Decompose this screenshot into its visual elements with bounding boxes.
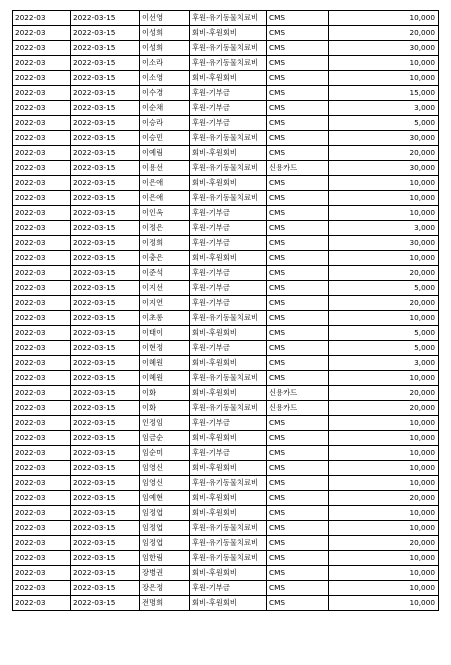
month-cell: 2022-03	[13, 491, 71, 506]
name-cell: 이승민	[140, 131, 190, 146]
date-cell: 2022-03-15	[71, 296, 140, 311]
table-row	[13, 506, 439, 521]
month-cell: 2022-03	[13, 401, 71, 416]
payment-method-cell: CMS	[267, 341, 329, 356]
month-cell: 2022-03	[13, 206, 71, 221]
payment-method-cell: CMS	[267, 296, 329, 311]
type-cell: 후원-유기동물치료비	[190, 521, 267, 536]
date-cell: 2022-03-15	[71, 341, 140, 356]
name-cell: 이용선	[140, 161, 190, 176]
payment-method-cell: 신용카드	[267, 161, 329, 176]
type-cell: 후원-유기동물치료비	[190, 56, 267, 71]
type-cell: 회비-후원회비	[190, 326, 267, 341]
date-cell: 2022-03-15	[71, 596, 140, 611]
type-cell: 후원-유기동물치료비	[190, 311, 267, 326]
date-cell: 2022-03-15	[71, 386, 140, 401]
type-cell: 회비-후원회비	[190, 506, 267, 521]
month-cell: 2022-03	[13, 281, 71, 296]
name-cell: 이지연	[140, 296, 190, 311]
date-cell: 2022-03-15	[71, 11, 140, 26]
payment-method-cell: CMS	[267, 56, 329, 71]
table-row	[13, 386, 439, 401]
date-cell: 2022-03-15	[71, 401, 140, 416]
date-cell: 2022-03-15	[71, 161, 140, 176]
date-cell: 2022-03-15	[71, 176, 140, 191]
name-cell: 이순채	[140, 101, 190, 116]
name-cell: 임정엽	[140, 521, 190, 536]
table-row	[13, 356, 439, 371]
month-cell: 2022-03	[13, 431, 71, 446]
payment-method-cell: CMS	[267, 461, 329, 476]
date-cell: 2022-03-15	[71, 521, 140, 536]
type-cell: 후원-유기동물치료비	[190, 551, 267, 566]
name-cell: 이선영	[140, 11, 190, 26]
amount-cell: 10,000	[329, 371, 439, 386]
date-cell: 2022-03-15	[71, 476, 140, 491]
payment-method-cell: CMS	[267, 41, 329, 56]
table-row	[13, 236, 439, 251]
payment-method-cell: CMS	[267, 311, 329, 326]
ledger-body	[13, 11, 439, 611]
payment-method-cell: CMS	[267, 191, 329, 206]
name-cell: 장은정	[140, 581, 190, 596]
month-cell: 2022-03	[13, 536, 71, 551]
date-cell: 2022-03-15	[71, 491, 140, 506]
month-cell: 2022-03	[13, 191, 71, 206]
amount-cell: 30,000	[329, 236, 439, 251]
payment-method-cell: CMS	[267, 86, 329, 101]
amount-cell: 10,000	[329, 551, 439, 566]
date-cell: 2022-03-15	[71, 71, 140, 86]
table-row	[13, 41, 439, 56]
date-cell: 2022-03-15	[71, 131, 140, 146]
date-cell: 2022-03-15	[71, 86, 140, 101]
name-cell: 임정엽	[140, 506, 190, 521]
date-cell: 2022-03-15	[71, 206, 140, 221]
amount-cell: 20,000	[329, 26, 439, 41]
type-cell: 후원-기부금	[190, 266, 267, 281]
name-cell: 이성희	[140, 26, 190, 41]
amount-cell: 30,000	[329, 41, 439, 56]
type-cell: 회비-후원회비	[190, 566, 267, 581]
type-cell: 후원-기부금	[190, 281, 267, 296]
type-cell: 회비-후원회비	[190, 146, 267, 161]
name-cell: 이예림	[140, 146, 190, 161]
name-cell: 임한림	[140, 551, 190, 566]
date-cell: 2022-03-15	[71, 26, 140, 41]
amount-cell: 10,000	[329, 311, 439, 326]
payment-method-cell: CMS	[267, 26, 329, 41]
month-cell: 2022-03	[13, 476, 71, 491]
type-cell: 회비-후원회비	[190, 386, 267, 401]
type-cell: 회비-후원회비	[190, 26, 267, 41]
month-cell: 2022-03	[13, 416, 71, 431]
table-row	[13, 86, 439, 101]
type-cell: 후원-기부금	[190, 416, 267, 431]
type-cell: 후원-기부금	[190, 116, 267, 131]
name-cell: 이승라	[140, 116, 190, 131]
amount-cell: 30,000	[329, 161, 439, 176]
name-cell: 이현정	[140, 341, 190, 356]
name-cell: 이혜원	[140, 371, 190, 386]
amount-cell: 5,000	[329, 341, 439, 356]
table-row	[13, 476, 439, 491]
table-row	[13, 26, 439, 41]
type-cell: 후원-기부금	[190, 581, 267, 596]
name-cell: 임영신	[140, 461, 190, 476]
type-cell: 회비-후원회비	[190, 461, 267, 476]
table-row	[13, 56, 439, 71]
table-row	[13, 326, 439, 341]
month-cell: 2022-03	[13, 446, 71, 461]
table-row	[13, 296, 439, 311]
name-cell: 임예현	[140, 491, 190, 506]
month-cell: 2022-03	[13, 386, 71, 401]
type-cell: 후원-유기동물치료비	[190, 401, 267, 416]
month-cell: 2022-03	[13, 581, 71, 596]
payment-method-cell: CMS	[267, 476, 329, 491]
table-row	[13, 221, 439, 236]
month-cell: 2022-03	[13, 311, 71, 326]
amount-cell: 5,000	[329, 116, 439, 131]
name-cell: 이수경	[140, 86, 190, 101]
type-cell: 후원-기부금	[190, 101, 267, 116]
table-row	[13, 401, 439, 416]
name-cell: 이준석	[140, 266, 190, 281]
type-cell: 후원-기부금	[190, 236, 267, 251]
payment-method-cell: CMS	[267, 581, 329, 596]
amount-cell: 20,000	[329, 296, 439, 311]
table-row	[13, 206, 439, 221]
payment-method-cell: CMS	[267, 506, 329, 521]
table-row	[13, 461, 439, 476]
amount-cell: 10,000	[329, 71, 439, 86]
payment-method-cell: CMS	[267, 101, 329, 116]
month-cell: 2022-03	[13, 596, 71, 611]
month-cell: 2022-03	[13, 506, 71, 521]
amount-cell: 10,000	[329, 416, 439, 431]
table-row	[13, 251, 439, 266]
payment-method-cell: CMS	[267, 521, 329, 536]
name-cell: 이정은	[140, 221, 190, 236]
amount-cell: 5,000	[329, 326, 439, 341]
date-cell: 2022-03-15	[71, 311, 140, 326]
date-cell: 2022-03-15	[71, 146, 140, 161]
payment-method-cell: CMS	[267, 266, 329, 281]
type-cell: 후원-유기동물치료비	[190, 131, 267, 146]
payment-method-cell: CMS	[267, 206, 329, 221]
name-cell: 이초롱	[140, 311, 190, 326]
date-cell: 2022-03-15	[71, 41, 140, 56]
date-cell: 2022-03-15	[71, 551, 140, 566]
type-cell: 후원-유기동물치료비	[190, 371, 267, 386]
name-cell: 이혜원	[140, 356, 190, 371]
month-cell: 2022-03	[13, 296, 71, 311]
table-row	[13, 311, 439, 326]
payment-method-cell: CMS	[267, 146, 329, 161]
payment-method-cell: CMS	[267, 176, 329, 191]
date-cell: 2022-03-15	[71, 116, 140, 131]
payment-method-cell: CMS	[267, 356, 329, 371]
payment-method-cell: CMS	[267, 446, 329, 461]
payment-method-cell: CMS	[267, 371, 329, 386]
payment-method-cell: CMS	[267, 236, 329, 251]
date-cell: 2022-03-15	[71, 266, 140, 281]
amount-cell: 10,000	[329, 56, 439, 71]
amount-cell: 10,000	[329, 446, 439, 461]
month-cell: 2022-03	[13, 161, 71, 176]
name-cell: 이태이	[140, 326, 190, 341]
month-cell: 2022-03	[13, 176, 71, 191]
name-cell: 이화	[140, 386, 190, 401]
table-row	[13, 191, 439, 206]
table-row	[13, 101, 439, 116]
month-cell: 2022-03	[13, 71, 71, 86]
amount-cell: 10,000	[329, 461, 439, 476]
type-cell: 회비-후원회비	[190, 431, 267, 446]
payment-method-cell: CMS	[267, 221, 329, 236]
type-cell: 후원-유기동물치료비	[190, 191, 267, 206]
date-cell: 2022-03-15	[71, 416, 140, 431]
payment-method-cell: 신용카드	[267, 401, 329, 416]
table-row	[13, 266, 439, 281]
table-row	[13, 491, 439, 506]
month-cell: 2022-03	[13, 26, 71, 41]
amount-cell: 10,000	[329, 521, 439, 536]
name-cell: 임순미	[140, 446, 190, 461]
table-row	[13, 446, 439, 461]
month-cell: 2022-03	[13, 326, 71, 341]
table-row	[13, 596, 439, 611]
donation-ledger	[12, 10, 439, 611]
amount-cell: 20,000	[329, 386, 439, 401]
type-cell: 후원-유기동물치료비	[190, 476, 267, 491]
name-cell: 이은애	[140, 176, 190, 191]
payment-method-cell: CMS	[267, 551, 329, 566]
amount-cell: 30,000	[329, 131, 439, 146]
table-row	[13, 521, 439, 536]
month-cell: 2022-03	[13, 461, 71, 476]
amount-cell: 10,000	[329, 206, 439, 221]
table-row	[13, 176, 439, 191]
name-cell: 이지선	[140, 281, 190, 296]
type-cell: 후원-기부금	[190, 206, 267, 221]
table-row	[13, 371, 439, 386]
name-cell: 인정임	[140, 416, 190, 431]
type-cell: 후원-기부금	[190, 296, 267, 311]
month-cell: 2022-03	[13, 221, 71, 236]
donation-table	[12, 10, 439, 611]
amount-cell: 10,000	[329, 431, 439, 446]
date-cell: 2022-03-15	[71, 281, 140, 296]
name-cell: 임정엽	[140, 536, 190, 551]
month-cell: 2022-03	[13, 521, 71, 536]
amount-cell: 10,000	[329, 251, 439, 266]
date-cell: 2022-03-15	[71, 356, 140, 371]
table-row	[13, 551, 439, 566]
payment-method-cell: CMS	[267, 596, 329, 611]
date-cell: 2022-03-15	[71, 431, 140, 446]
month-cell: 2022-03	[13, 551, 71, 566]
table-row	[13, 536, 439, 551]
type-cell: 회비-후원회비	[190, 176, 267, 191]
payment-method-cell: CMS	[267, 131, 329, 146]
amount-cell: 20,000	[329, 266, 439, 281]
type-cell: 후원-유기동물치료비	[190, 161, 267, 176]
type-cell: 회비-후원회비	[190, 356, 267, 371]
name-cell: 이은애	[140, 191, 190, 206]
date-cell: 2022-03-15	[71, 221, 140, 236]
table-row	[13, 581, 439, 596]
name-cell: 임영신	[140, 476, 190, 491]
month-cell: 2022-03	[13, 356, 71, 371]
date-cell: 2022-03-15	[71, 191, 140, 206]
table-row	[13, 131, 439, 146]
payment-method-cell: CMS	[267, 116, 329, 131]
amount-cell: 5,000	[329, 281, 439, 296]
payment-method-cell: CMS	[267, 326, 329, 341]
amount-cell: 10,000	[329, 476, 439, 491]
date-cell: 2022-03-15	[71, 581, 140, 596]
table-row	[13, 431, 439, 446]
amount-cell: 10,000	[329, 506, 439, 521]
payment-method-cell: CMS	[267, 11, 329, 26]
table-row	[13, 341, 439, 356]
month-cell: 2022-03	[13, 371, 71, 386]
date-cell: 2022-03-15	[71, 461, 140, 476]
name-cell: 장병권	[140, 566, 190, 581]
date-cell: 2022-03-15	[71, 536, 140, 551]
amount-cell: 3,000	[329, 221, 439, 236]
table-row	[13, 161, 439, 176]
payment-method-cell: CMS	[267, 251, 329, 266]
name-cell: 이정희	[140, 236, 190, 251]
amount-cell: 10,000	[329, 191, 439, 206]
type-cell: 후원-기부금	[190, 86, 267, 101]
amount-cell: 10,000	[329, 596, 439, 611]
date-cell: 2022-03-15	[71, 56, 140, 71]
type-cell: 회비-후원회비	[190, 71, 267, 86]
month-cell: 2022-03	[13, 566, 71, 581]
table-row	[13, 116, 439, 131]
payment-method-cell: CMS	[267, 491, 329, 506]
month-cell: 2022-03	[13, 266, 71, 281]
date-cell: 2022-03-15	[71, 236, 140, 251]
type-cell: 회비-후원회비	[190, 491, 267, 506]
type-cell: 회비-후원회비	[190, 251, 267, 266]
date-cell: 2022-03-15	[71, 446, 140, 461]
amount-cell: 20,000	[329, 491, 439, 506]
month-cell: 2022-03	[13, 236, 71, 251]
payment-method-cell: CMS	[267, 431, 329, 446]
type-cell: 회비-후원회비	[190, 596, 267, 611]
amount-cell: 10,000	[329, 11, 439, 26]
type-cell: 후원-기부금	[190, 446, 267, 461]
table-row	[13, 146, 439, 161]
name-cell: 이화	[140, 401, 190, 416]
payment-method-cell: 신용카드	[267, 386, 329, 401]
type-cell: 후원-유기동물치료비	[190, 11, 267, 26]
date-cell: 2022-03-15	[71, 326, 140, 341]
month-cell: 2022-03	[13, 131, 71, 146]
name-cell: 이충은	[140, 251, 190, 266]
name-cell: 이소라	[140, 56, 190, 71]
date-cell: 2022-03-15	[71, 101, 140, 116]
month-cell: 2022-03	[13, 251, 71, 266]
name-cell: 이소영	[140, 71, 190, 86]
type-cell: 후원-기부금	[190, 341, 267, 356]
amount-cell: 3,000	[329, 356, 439, 371]
month-cell: 2022-03	[13, 86, 71, 101]
name-cell: 임금순	[140, 431, 190, 446]
type-cell: 후원-기부금	[190, 221, 267, 236]
payment-method-cell: CMS	[267, 536, 329, 551]
date-cell: 2022-03-15	[71, 566, 140, 581]
table-row	[13, 416, 439, 431]
table-row	[13, 281, 439, 296]
type-cell: 후원-유기동물치료비	[190, 536, 267, 551]
date-cell: 2022-03-15	[71, 251, 140, 266]
month-cell: 2022-03	[13, 56, 71, 71]
name-cell: 이인옥	[140, 206, 190, 221]
month-cell: 2022-03	[13, 116, 71, 131]
payment-method-cell: CMS	[267, 416, 329, 431]
amount-cell: 20,000	[329, 401, 439, 416]
month-cell: 2022-03	[13, 41, 71, 56]
month-cell: 2022-03	[13, 101, 71, 116]
month-cell: 2022-03	[13, 341, 71, 356]
month-cell: 2022-03	[13, 146, 71, 161]
name-cell: 전명희	[140, 596, 190, 611]
amount-cell: 10,000	[329, 566, 439, 581]
date-cell: 2022-03-15	[71, 371, 140, 386]
payment-method-cell: CMS	[267, 281, 329, 296]
table-row	[13, 71, 439, 86]
amount-cell: 20,000	[329, 146, 439, 161]
amount-cell: 20,000	[329, 536, 439, 551]
amount-cell: 10,000	[329, 581, 439, 596]
name-cell: 이성희	[140, 41, 190, 56]
month-cell: 2022-03	[13, 11, 71, 26]
amount-cell: 10,000	[329, 176, 439, 191]
amount-cell: 3,000	[329, 101, 439, 116]
type-cell: 후원-유기동물치료비	[190, 41, 267, 56]
date-cell: 2022-03-15	[71, 506, 140, 521]
table-row	[13, 11, 439, 26]
table-row	[13, 566, 439, 581]
payment-method-cell: CMS	[267, 71, 329, 86]
payment-method-cell: CMS	[267, 566, 329, 581]
amount-cell: 15,000	[329, 86, 439, 101]
